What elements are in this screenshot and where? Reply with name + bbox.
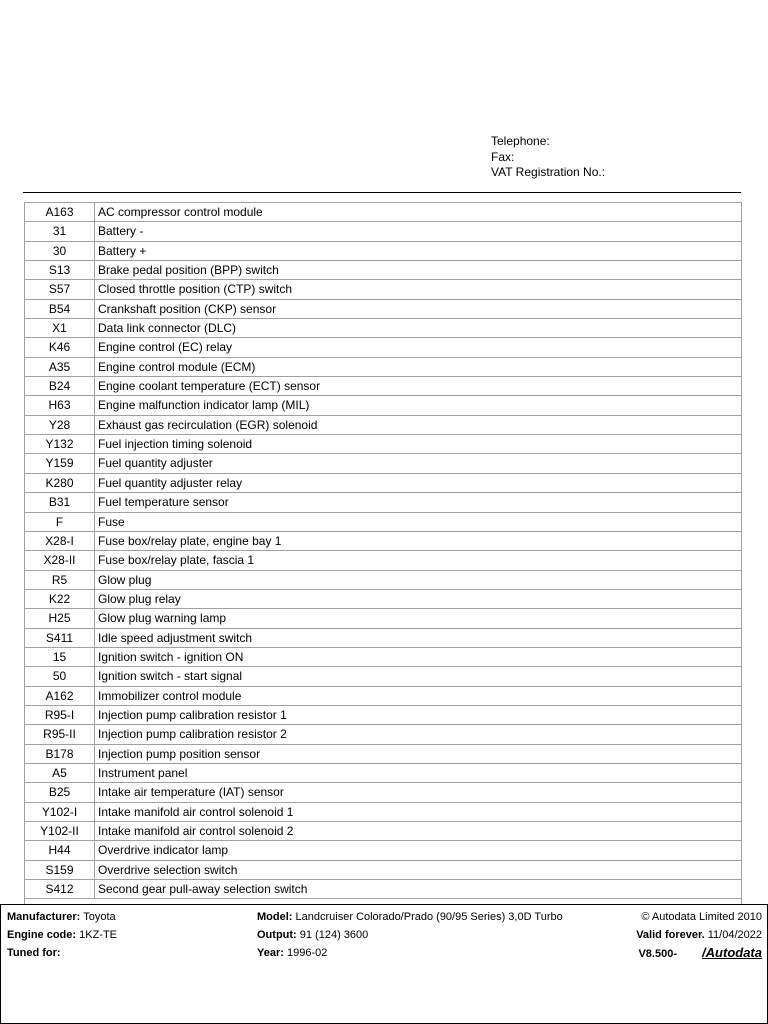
component-code: B178 bbox=[25, 745, 95, 763]
model-label: Model: bbox=[257, 911, 293, 923]
table-row bbox=[25, 435, 741, 454]
engine-code-value: 1KZ-TE bbox=[79, 929, 118, 941]
component-description: Ignition switch - start signal bbox=[98, 669, 243, 684]
component-description: Idle speed adjustment switch bbox=[98, 630, 253, 645]
table-row bbox=[25, 358, 741, 377]
component-description: Injection pump calibration resistor 2 bbox=[98, 727, 287, 742]
component-code: K22 bbox=[25, 590, 95, 608]
component-code: H25 bbox=[25, 609, 95, 627]
component-description: AC compressor control module bbox=[98, 205, 263, 219]
table-row bbox=[25, 803, 741, 822]
table-row bbox=[25, 474, 741, 493]
component-code: A163 bbox=[25, 203, 95, 221]
component-code: R95-II bbox=[25, 725, 95, 743]
component-code: Y159 bbox=[25, 454, 95, 472]
output-value: 91 (124) 3600 bbox=[299, 929, 369, 941]
tuned-for-label: Tuned for: bbox=[7, 947, 61, 959]
table-row bbox=[25, 300, 741, 319]
table-row bbox=[25, 590, 741, 609]
validity-field bbox=[636, 928, 762, 942]
component-code: F bbox=[25, 513, 95, 531]
component-code: S57 bbox=[25, 280, 95, 298]
component-description: Intake air temperature (IAT) sensor bbox=[98, 785, 284, 800]
component-code: X28-II bbox=[25, 551, 95, 569]
telephone-label: Telephone: bbox=[491, 134, 550, 148]
table-row bbox=[25, 783, 741, 802]
table-row bbox=[25, 261, 741, 280]
component-description: Fuel injection timing solenoid bbox=[98, 437, 253, 452]
component-code: B25 bbox=[25, 783, 95, 801]
component-code: A162 bbox=[25, 687, 95, 705]
engine-code-label: Engine code: bbox=[7, 929, 77, 941]
model-field bbox=[257, 910, 563, 924]
component-legend-table bbox=[24, 202, 742, 907]
component-code: R95-I bbox=[25, 706, 95, 724]
component-code: B54 bbox=[25, 300, 95, 318]
component-description: Data link connector (DLC) bbox=[98, 321, 237, 336]
component-description: Battery - bbox=[98, 224, 144, 239]
component-code: A35 bbox=[25, 358, 95, 376]
component-code: S412 bbox=[25, 880, 95, 898]
manufacturer-field bbox=[7, 910, 116, 924]
component-description: Glow plug warning lamp bbox=[98, 611, 227, 626]
table-row bbox=[25, 725, 741, 744]
component-code: S159 bbox=[25, 861, 95, 879]
component-description: Crankshaft position (CKP) sensor bbox=[98, 301, 277, 316]
version-label: V8.500- bbox=[638, 948, 677, 960]
component-description: Engine control (EC) relay bbox=[98, 340, 233, 355]
component-code: B24 bbox=[25, 377, 95, 395]
component-description: Glow plug bbox=[98, 572, 152, 587]
vat-label: VAT Registration No.: bbox=[491, 165, 606, 179]
fax-label: Fax: bbox=[491, 149, 515, 164]
component-code: K46 bbox=[25, 338, 95, 356]
validity-label: Valid forever. bbox=[636, 929, 705, 941]
component-code: K280 bbox=[25, 474, 95, 492]
component-code: H63 bbox=[25, 396, 95, 414]
table-row bbox=[25, 493, 741, 512]
component-description: Ignition switch - ignition ON bbox=[98, 649, 244, 664]
version-and-logo bbox=[638, 946, 762, 961]
copyright-text: © Autodata Limited 2010 bbox=[641, 911, 762, 923]
table-row bbox=[25, 648, 741, 667]
year-field bbox=[257, 946, 327, 960]
component-code: X1 bbox=[25, 319, 95, 337]
component-description: Instrument panel bbox=[98, 765, 188, 780]
component-code: Y28 bbox=[25, 416, 95, 434]
component-description: Injection pump position sensor bbox=[98, 746, 261, 761]
component-description: Overdrive selection switch bbox=[98, 862, 238, 877]
table-row bbox=[25, 454, 741, 473]
manufacturer-value: Toyota bbox=[83, 911, 116, 923]
component-description: Immobilizer control module bbox=[98, 688, 242, 703]
component-code: 15 bbox=[25, 648, 95, 666]
component-description: Engine coolant temperature (ECT) sensor bbox=[98, 379, 321, 394]
contact-block bbox=[491, 134, 605, 181]
component-code: 50 bbox=[25, 667, 95, 685]
table-row bbox=[25, 377, 741, 396]
table-row bbox=[25, 687, 741, 706]
table-row bbox=[25, 551, 741, 570]
component-description: Intake manifold air control solenoid 2 bbox=[98, 824, 294, 838]
component-description: Fuel quantity adjuster bbox=[98, 456, 213, 471]
table-row bbox=[25, 338, 741, 357]
component-description: Brake pedal position (BPP) switch bbox=[98, 263, 279, 278]
component-code: S411 bbox=[25, 629, 95, 647]
component-description: Fuse box/relay plate, engine bay 1 bbox=[98, 533, 282, 548]
output-label: Output: bbox=[257, 929, 297, 941]
component-code: 30 bbox=[25, 242, 95, 260]
engine-code-field bbox=[7, 928, 117, 942]
table-row bbox=[25, 861, 741, 880]
component-code: X28-I bbox=[25, 532, 95, 550]
component-code: Y132 bbox=[25, 435, 95, 453]
component-description: Battery + bbox=[98, 243, 147, 258]
header-divider bbox=[23, 192, 741, 193]
table-row bbox=[25, 841, 741, 860]
component-code: Y102-II bbox=[25, 822, 95, 840]
table-row bbox=[25, 222, 741, 241]
component-description: Intake manifold air control solenoid 1 bbox=[98, 804, 294, 819]
component-description: Overdrive indicator lamp bbox=[98, 843, 229, 858]
component-code: A5 bbox=[25, 764, 95, 782]
table-row bbox=[25, 609, 741, 628]
component-description: Glow plug relay bbox=[98, 591, 181, 606]
autodata-logo: /Autodata bbox=[702, 945, 762, 960]
table-row bbox=[25, 706, 741, 725]
tuned-for-field bbox=[7, 946, 61, 960]
component-description: Fuse bbox=[98, 514, 125, 529]
table-row bbox=[25, 532, 741, 551]
component-description: Fuse box/relay plate, fascia 1 bbox=[98, 553, 255, 568]
component-description: Fuel quantity adjuster relay bbox=[98, 475, 243, 490]
component-description: Injection pump calibration resistor 1 bbox=[98, 707, 287, 722]
component-description: Exhaust gas recirculation (EGR) solenoid bbox=[98, 417, 318, 432]
table-row bbox=[25, 203, 741, 222]
manufacturer-label: Manufacturer: bbox=[7, 911, 81, 923]
component-code: R5 bbox=[25, 571, 95, 589]
year-value: 1996-02 bbox=[286, 947, 328, 959]
year-label: Year: bbox=[257, 947, 284, 959]
component-description: Second gear pull-away selection switch bbox=[98, 882, 308, 897]
table-row bbox=[25, 242, 741, 261]
table-row bbox=[25, 629, 741, 648]
table-row bbox=[25, 822, 741, 841]
table-row bbox=[25, 880, 741, 899]
component-code: Y102-I bbox=[25, 803, 95, 821]
model-value: Landcruiser Colorado/Prado (90/95 Series) 3,0D Turbo bbox=[295, 911, 563, 923]
component-description: Fuel temperature sensor bbox=[98, 495, 229, 510]
validity-date: 11/04/2022 bbox=[707, 929, 762, 941]
table-row bbox=[25, 667, 741, 686]
table-row bbox=[25, 745, 741, 764]
table-row bbox=[25, 571, 741, 590]
component-description: Closed throttle position (CTP) switch bbox=[98, 282, 293, 297]
footer-info-box bbox=[0, 904, 768, 1024]
component-code: S13 bbox=[25, 261, 95, 279]
table-row bbox=[25, 280, 741, 299]
component-code: H44 bbox=[25, 841, 95, 859]
component-code: 31 bbox=[25, 222, 95, 240]
component-description: Engine control module (ECM) bbox=[98, 359, 256, 374]
table-row bbox=[25, 764, 741, 783]
table-row bbox=[25, 513, 741, 532]
table-row bbox=[25, 319, 741, 338]
table-row bbox=[25, 416, 741, 435]
component-code: B31 bbox=[25, 493, 95, 511]
table-row bbox=[25, 396, 741, 415]
output-field bbox=[257, 928, 368, 942]
component-description: Engine malfunction indicator lamp (MIL) bbox=[98, 398, 310, 413]
